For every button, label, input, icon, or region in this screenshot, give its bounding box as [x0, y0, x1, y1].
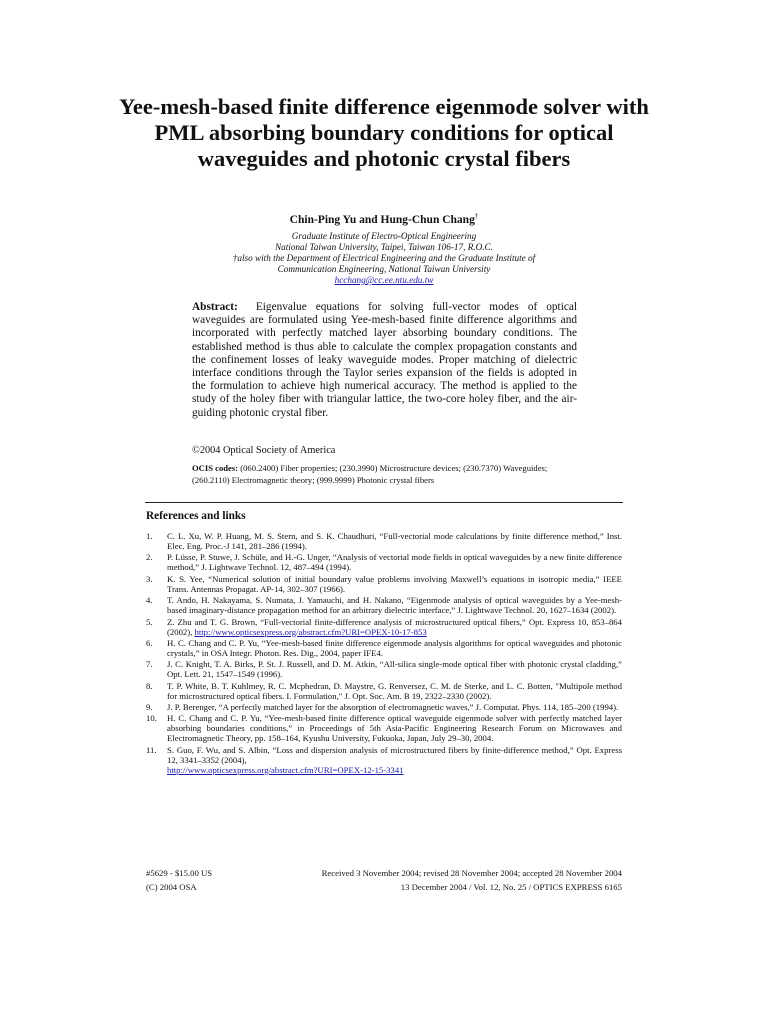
- ocis-text: (060.2400) Fiber properties; (230.3990) Microstructure devices; (230.7370) Waveguides; (260.2110) Electromagnetic theory; (999.9999) Photonic crystal fibers: [192, 463, 548, 485]
- ocis-label: OCIS codes:: [192, 463, 239, 473]
- manuscript-number: #5629 - $15.00 US: [146, 868, 213, 878]
- reference-text: T. P. White, B. T. Kuhlmey, R. C. Mcphedran, D. Maystre, G. Renversez, C. M. de Sterke, and L. C. Botten, "Multipole method for microstructured optical fibers. I. Formulation," J. Opt. Soc. Am. B 19, 2322–2330 (2002).: [167, 680, 622, 701]
- references-heading: References and links: [146, 510, 246, 522]
- author-email-link[interactable]: hcchang@cc.ee.ntu.edu.tw: [334, 275, 434, 285]
- reference-text: Z. Zhu and T. G. Brown, “Full-vectorial finite-difference analysis of microstructured optical fibers,” Opt. Express 10, 853–864 (2002),: [167, 616, 622, 637]
- osa-copyright: (C) 2004 OSA: [146, 882, 197, 892]
- reference-number: 7.: [146, 659, 153, 670]
- reference-item: [146, 659, 622, 679]
- reference-text: H. C. Chang and C. P. Yu, “Yee-mesh-based finite difference optical waveguide eigenmode solver with perfectly matched layer absorbing boundaries conditions,” in Proceedings of 5th Asia-Pacific Engineering Research Forum on Microwaves and Electromagnetic Theory, pp. 158–164, Kyushu University, Fukuoka, Japan, July 29–30, 2004.: [167, 713, 622, 744]
- reference-item: [146, 531, 622, 551]
- reference-number: 10.: [146, 713, 157, 724]
- reference-number: 3.: [146, 573, 153, 584]
- affiliation-line-1: Graduate Institute of Electro-Optical Engineering: [291, 231, 477, 241]
- reference-number: 9.: [146, 702, 153, 712]
- reference-text: J. C. Knight, T. A. Birks, P. St. J. Russell, and D. M. Atkin, “All-silica single-mode optical fiber with photonic crystal cladding,” Opt. Lett. 21, 1547–1549 (1996).: [167, 659, 622, 680]
- affiliation-line-4: Communication Engineering, National Taiwan University: [277, 264, 491, 274]
- reference-number: 5.: [146, 616, 153, 627]
- reference-text: J. P. Berenger, “A perfectly matched layer for the absorption of electromagnetic waves,” J. Computat. Phys. 114, 185–200 (1994).: [167, 702, 619, 712]
- affiliation: [190, 231, 578, 286]
- author-mark: †: [474, 212, 479, 220]
- reference-item: [146, 617, 622, 637]
- reference-item: [146, 745, 622, 775]
- reference-text: K. S. Yee, “Numerical solution of initial boundary value problems involving Maxwell’s equations in isotropic media,” IEEE Trans. Antennas Propagat. AP-14, 302–307 (1966).: [167, 573, 622, 594]
- abstract-text: Eigenvalue equations for solving full-vector modes of optical waveguides are formulated using Yee-mesh-based finite difference algorithms and incorporated with perfectly matched layer absorbing boundary conditions. The established method is thus able to calculate the complex propagation constants and the confinement losses of leaky waveguide modes. Proper matching of dielectric interface conditions through the Taylor series expansion of the fields is adopted in the formulation to achieve high numerical accuracy. The method is applied to the study of the holey fiber with triangular lattice, the two-core holey fiber, and the air-guiding photonic crystal fiber.: [192, 301, 578, 419]
- reference-link[interactable]: http://www.opticsexpress.org/abstract.cfm?URI=OPEX-12-15-3341: [167, 764, 404, 775]
- reference-text: C. L. Xu, W. P. Huang, M. S. Stern, and S. K. Chaudhuri, “Full-vectorial mode calculations by finite difference method,” Inst. Elec. Eng. Proc.-J 141, 281–286 (1994).: [167, 531, 622, 552]
- reference-item: [146, 595, 622, 615]
- section-divider: [145, 502, 623, 503]
- reference-link[interactable]: http://www.opticsexpress.org/abstract.cfm?URI=OPEX-10-17-853: [194, 626, 427, 637]
- reference-number: 6.: [146, 637, 153, 648]
- paper-title: Yee-mesh-based finite difference eigenmode solver with PML absorbing boundary conditions for optical waveguides and photonic crystal fibers: [119, 94, 649, 171]
- reference-number: 8.: [146, 680, 153, 691]
- journal-citation: 13 December 2004 / Vol. 12, No. 25 / OPTICS EXPRESS 6165: [400, 882, 622, 892]
- received-dates: Received 3 November 2004; revised 28 November 2004; accepted 28 November 2004: [321, 868, 622, 878]
- reference-item: [146, 713, 622, 743]
- authors: [0, 212, 768, 226]
- ocis-codes: [192, 463, 582, 486]
- reference-item: [146, 702, 622, 712]
- abstract-label: Abstract:: [192, 301, 238, 313]
- reference-item: [146, 638, 622, 658]
- page-footer: [146, 866, 622, 894]
- reference-number: 1.: [146, 531, 153, 541]
- author-names: Chin-Ping Yu and Hung-Chun Chang: [289, 213, 475, 226]
- reference-item: [146, 552, 622, 572]
- references-list: [146, 531, 622, 776]
- affiliation-line-2: National Taiwan University, Taipei, Taiwan 106-17, R.O.C.: [275, 242, 493, 252]
- abstract: [192, 301, 577, 420]
- affiliation-line-3: †also with the Department of Electrical Engineering and the Graduate Institute of: [232, 253, 536, 263]
- reference-text: S. Guo, F. Wu, and S. Albin, “Loss and dispersion analysis of microstructured fibers by finite-difference method,” Opt. Express 12, 3341–3352 (2004),: [167, 744, 622, 765]
- reference-item: [146, 681, 622, 701]
- reference-number: 4.: [146, 595, 153, 606]
- copyright: ©2004 Optical Society of America: [192, 445, 336, 456]
- reference-text: H. C. Chang and C. P. Yu, “Yee-mesh-based finite difference eigenmode analysis algorithms for optical waveguides and photonic crystals,” in OSA Integr. Photon. Res. Dig., 2004, paper IFE4.: [167, 637, 622, 658]
- reference-text: P. Lüsse, P. Stuwe, J. Schüle, and H.-G. Unger, “Analysis of vectorial mode fields in optical waveguides by a new finite difference method,” J. Lightwave Technol. 12, 487–494 (1994).: [167, 552, 622, 573]
- reference-text: T. Ando, H. Nakayama, S. Numata, J. Yamauchi, and H. Nakano, “Eigenmode analysis of optical waveguides by a Yee-mesh-based imaginary-distance propagation method for an arbitrary dielectric interface,” J. Lightwave Technol. 20, 1627–1634 (2002).: [167, 595, 622, 616]
- reference-number: 11.: [146, 744, 157, 755]
- reference-item: [146, 574, 622, 594]
- reference-number: 2.: [146, 552, 153, 563]
